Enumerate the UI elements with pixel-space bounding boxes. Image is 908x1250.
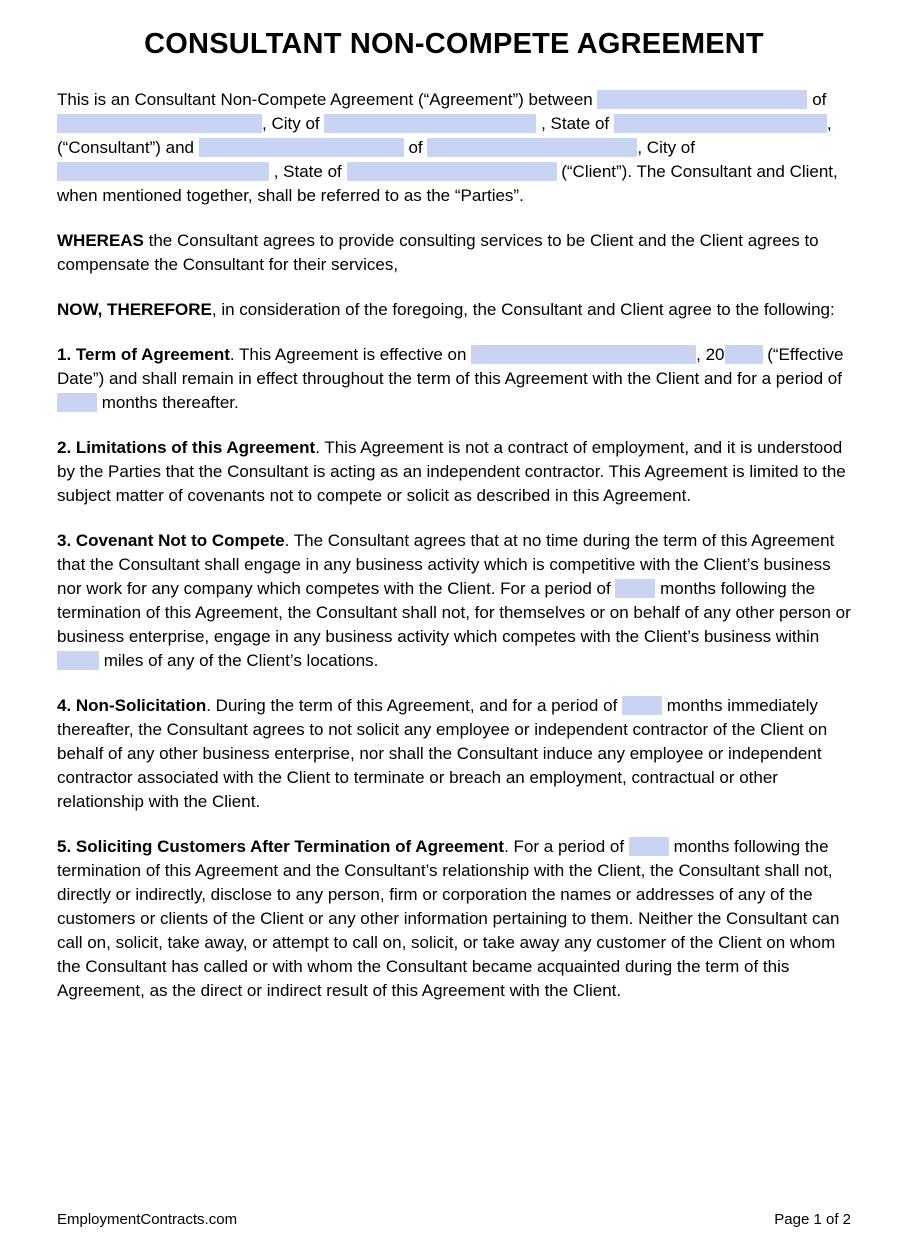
blank-client-name[interactable] (199, 138, 404, 157)
bold-text: NOW, THEREFORE (57, 300, 212, 319)
blank-term-months[interactable] (57, 393, 97, 412)
blank-consultant-state[interactable] (614, 114, 827, 133)
bold-text: WHEREAS (57, 231, 144, 250)
document-title: CONSULTANT NON-COMPETE AGREEMENT (144, 28, 764, 60)
blank-nonsolicitation-months[interactable] (622, 696, 662, 715)
footer-page-number: Page 1 of 2 (774, 1211, 851, 1228)
bold-text: 2. Limitations of this Agreement (57, 438, 316, 457)
section-5-soliciting-customers: 5. Soliciting Customers After Termination of Agreement. For a period of months following the termination of this Agreement and the Consultant’s relationship with the Client, the Consultant shall not, directly or indirectly, disclose to any person, firm or corporation the names or addresses of any of the customers or clients of the Client or any other information pertaining to them. Neither the Consultant can call on, solicit, take away, or attempt to call on, solicit, or take away any customer of the Client on whom the Consultant has called or with whom the Consultant became acquainted during the term of this Agreement, as the direct or indirect result of this Agreement with the Client. (57, 837, 840, 1000)
footer-site-name: EmploymentContracts.com (57, 1211, 238, 1228)
whereas-clause: WHEREAS the Consultant agrees to provide consulting services to be Client and the Client agrees to compensate the Consultant for their services, (57, 231, 819, 274)
blank-noncompete-miles[interactable] (57, 651, 99, 670)
section-4-non-solicitation: 4. Non-Solicitation. During the term of this Agreement, and for a period of months immediately thereafter, the Consultant agrees to not solicit any employee or independent contractor of the Client on behalf of any other business enterprise, nor shall the Consultant induce any employee or independent contractor associated with the Client to terminate or breach an employment, contractual or other relationship with the Client. (57, 696, 828, 811)
blank-effective-year[interactable] (725, 345, 763, 364)
blank-client-state[interactable] (347, 162, 557, 181)
footer (57, 1211, 851, 1228)
blank-consultant-name[interactable] (597, 90, 807, 109)
section-2-limitations: 2. Limitations of this Agreement. This Agreement is not a contract of employment, and it is understood by the Parties that the Consultant is acting as an independent contractor. This Agreement is limited to the subject matter of covenants not to compete or solicit as described in this Agreement. (57, 438, 846, 505)
section-3-covenant-not-to-compete: 3. Covenant Not to Compete. The Consultant agrees that at no time during the term of this Agreement that the Consultant shall engage in any business activity which is competitive with the Client’s business nor work for any company which competes with the Client. For a period of months following the termination of this Agreement, the Consultant shall not, for themselves or on behalf of any other person or business enterprise, engage in any business activity which competes with the Client’s business within miles of any of the Client’s locations. (57, 531, 851, 670)
blank-client-city[interactable] (57, 162, 269, 181)
bold-text: 3. Covenant Not to Compete (57, 531, 285, 550)
intro-paragraph: This is an Consultant Non-Compete Agreement (“Agreement”) between of , City of , State of , (“Consultant”) and of , City of , State of (“Client”). The Consultant and Client, when mentioned together, shall be referred to as the “Parties”. (57, 90, 838, 205)
bold-text: 4. Non-Solicitation (57, 696, 207, 715)
blank-soliciting-customers-months[interactable] (629, 837, 669, 856)
document-body (57, 88, 851, 1003)
blank-consultant-city[interactable] (324, 114, 536, 133)
now-therefore-clause: NOW, THEREFORE, in consideration of the foregoing, the Consultant and Client agree to the following: (57, 300, 835, 319)
blank-noncompete-months[interactable] (615, 579, 655, 598)
blank-consultant-street[interactable] (57, 114, 262, 133)
section-1-term-of-agreement: 1. Term of Agreement. This Agreement is effective on , 20 (“Effective Date”) and shall remain in effect throughout the term of this Agreement with the Client and for a period of months thereafter. (57, 345, 844, 412)
bold-text: 1. Term of Agreement (57, 345, 230, 364)
blank-effective-date[interactable] (471, 345, 696, 364)
blank-client-street[interactable] (427, 138, 637, 157)
bold-text: 5. Soliciting Customers After Termination of Agreement (57, 837, 505, 856)
